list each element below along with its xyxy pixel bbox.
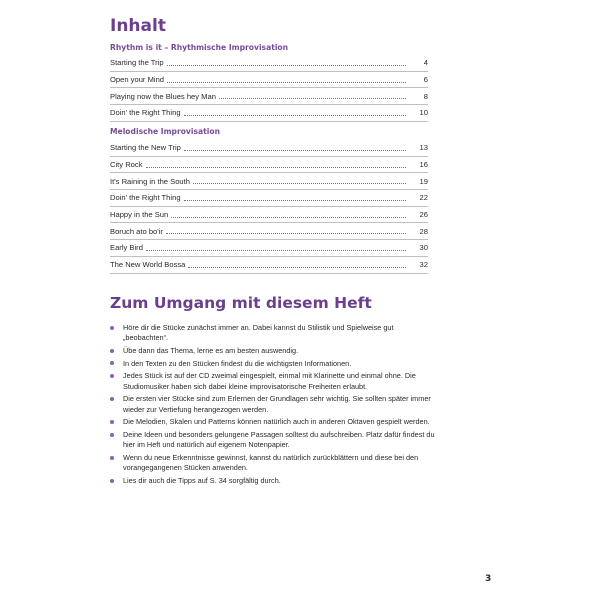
toc-entry-page: 10 [419, 108, 428, 118]
bullet-dot-icon [110, 433, 114, 437]
guide-bullet [110, 476, 440, 486]
toc-entry [110, 157, 428, 174]
toc-entry-page: 22 [419, 193, 428, 203]
guide-bullet [110, 417, 440, 427]
toc-section-list [110, 140, 428, 274]
guide-bullet [110, 323, 440, 344]
toc-entry-title: It's Raining in the South [110, 176, 190, 186]
toc-entry-title: Doin' the Right Thing [110, 108, 181, 118]
toc-entry [110, 257, 428, 274]
bullet-dot-icon [110, 349, 114, 353]
toc-entry [110, 55, 428, 72]
guide-bullet-text: In den Texten zu den Stücken findest du die wichtigsten Informationen. [123, 358, 352, 368]
guide-bullet [110, 346, 440, 356]
toc-entry-page: 4 [423, 58, 428, 68]
toc-entry-page: 32 [419, 260, 428, 270]
toc-section-list [110, 55, 428, 122]
bullet-dot-icon [110, 479, 114, 483]
guide-bullet [110, 359, 440, 369]
bullet-dot-icon [110, 456, 114, 460]
bullet-dot-icon [110, 361, 114, 365]
toc-entry [110, 173, 428, 190]
guide-bullet-text: Übe dann das Thema, lerne es am besten auswendig. [123, 345, 299, 355]
toc-entry-page: 30 [419, 243, 428, 253]
toc-entry-title: Starting the New Trip [110, 143, 181, 153]
guide-bullet-text: Wenn du neue Erkenntnisse gewinnst, kannst du natürlich zurückblättern und diese bei den vorangegangenen Stücken anwenden. [123, 453, 419, 473]
toc-entry-title: The New World Bossa [110, 260, 186, 270]
toc-entry [110, 207, 428, 224]
toc-entry [110, 105, 428, 122]
toc-entry-page: 8 [423, 91, 428, 101]
toc-entry-title: City Rock [110, 160, 143, 170]
guide-bullet-list [110, 323, 440, 489]
guide-bullet-text: Die Melodien, Skalen und Patterns können natürlich auch in anderen Oktaven gespielt werden. [123, 417, 430, 427]
toc-entry-page: 16 [419, 160, 428, 170]
toc-leader-dots [167, 82, 406, 83]
toc-leader-dots [184, 200, 406, 201]
toc-leader-dots [171, 217, 406, 218]
toc-entry [110, 223, 428, 240]
toc-section-heading: Melodische Improvisation [110, 127, 220, 136]
bullet-dot-icon [110, 397, 114, 401]
toc-entry [110, 190, 428, 207]
page-number: 3 [485, 574, 492, 584]
toc-title: Inhalt [110, 16, 166, 36]
guide-bullet-text: Höre dir die Stücke zunächst immer an. Dabei kannst du Stilistik und Spielweise gut „beobachten“. [123, 323, 394, 343]
toc-leader-dots [146, 250, 406, 251]
toc-entry-title: Open your Mind [110, 75, 165, 85]
toc-leader-dots [219, 98, 406, 99]
toc-leader-dots [188, 267, 406, 268]
toc-entry-page: 19 [419, 176, 428, 186]
guide-title: Zum Umgang mit diesem Heft [110, 294, 372, 312]
toc-leader-dots [184, 115, 406, 116]
toc-entry-title: Early Bird [110, 243, 143, 253]
toc-leader-dots [146, 167, 407, 168]
toc-entry-title: Doin' the Right Thing [110, 193, 181, 203]
bullet-dot-icon [110, 326, 114, 330]
toc-entry-page: 26 [419, 210, 428, 220]
toc-entry-title: Playing now the Blues hey Man [110, 91, 216, 101]
guide-bullet-text: Deine Ideen und besonders gelungene Passagen solltest du aufschreiben. Platz dafür findest du hier im Heft und natürlich auf eigenem Notenpapier. [123, 430, 435, 450]
guide-bullet [110, 371, 440, 392]
guide-bullet-text: Jedes Stück ist auf der CD zweimal eingespielt, einmal mit Klarinette und einmal ohne. Die Studiomusiker haben sich dabei kleine improvisatorische Freiheiten erlaubt. [123, 371, 416, 391]
toc-entry [110, 240, 428, 257]
toc-entry-title: Starting the Trip [110, 58, 164, 68]
toc-entry [110, 88, 428, 105]
toc-entry-title: Happy in the Sun [110, 210, 169, 220]
toc-entry-page: 6 [423, 75, 428, 85]
guide-bullet [110, 453, 440, 474]
guide-bullet [110, 430, 440, 451]
toc-leader-dots [166, 233, 406, 234]
toc-entry [110, 140, 428, 157]
guide-bullet [110, 394, 440, 415]
toc-section-heading: Rhythm is it – Rhythmische Improvisation [110, 43, 289, 52]
toc-entry-title: Boruch ato bo'ir [110, 226, 163, 236]
toc-entry-page: 28 [419, 226, 428, 236]
bullet-dot-icon [110, 374, 114, 378]
toc-leader-dots [167, 65, 406, 66]
bullet-dot-icon [110, 420, 114, 424]
guide-bullet-text: Lies dir auch die Tipps auf S. 34 sorgfältig durch. [123, 475, 281, 485]
toc-leader-dots [193, 183, 406, 184]
guide-bullet-text: Die ersten vier Stücke sind zum Erlernen der Grundlagen sehr wichtig. Sie sollten später immer wieder zur Vertiefung herangezogen werden. [123, 394, 431, 414]
toc-entry-page: 13 [419, 143, 428, 153]
toc-entry [110, 72, 428, 89]
toc-leader-dots [184, 150, 406, 151]
